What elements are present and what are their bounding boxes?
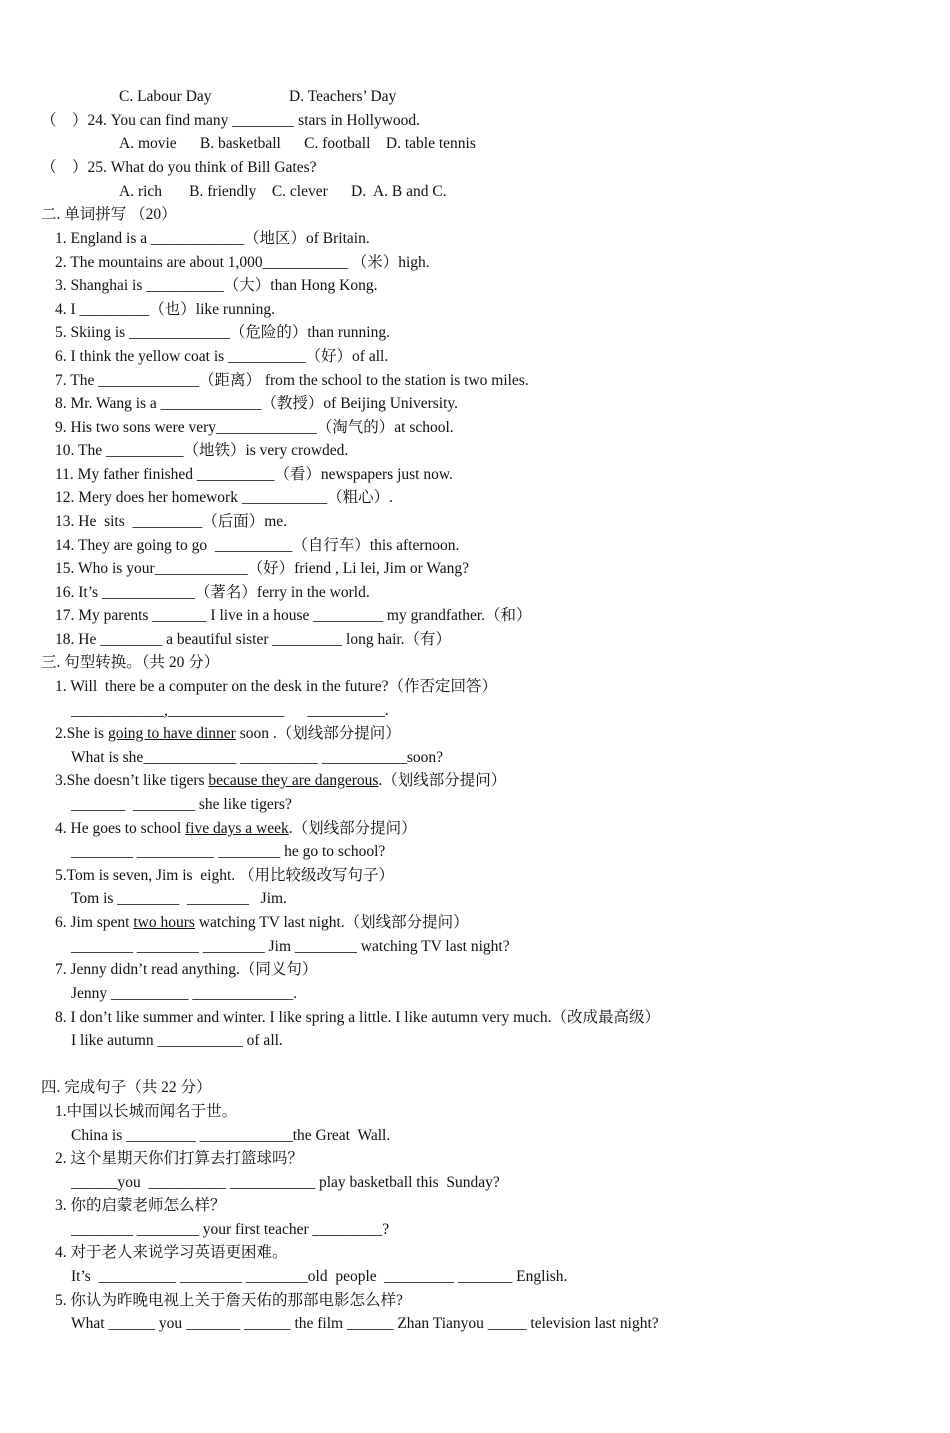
section-4-heading: 四. 完成句子（共 22 分） [41,1079,212,1096]
complete-5: 5. 你认为昨晚电视上关于詹天佑的那部电影怎么样? [55,1292,403,1309]
transform-3: 3.She doesn’t like tigers because they are dangerous.（划线部分提问） [55,772,507,789]
spelling-7: 7. The _____________（距离） from the school to the station is two miles. [55,372,529,389]
spelling-10: 10. The __________（地铁）is very crowded. [55,442,349,459]
spelling-17: 17. My parents _______ I live in a house _________ my grandfather.（和） [55,607,532,624]
spelling-9: 9. His two sons were very_____________（淘气的）at school. [55,419,454,436]
complete-3-answer: ________ ________ your first teacher _________? [71,1221,390,1238]
spelling-11: 11. My father finished __________（看）newspapers just now. [55,466,453,483]
q23-options: C. Labour Day D. Teachers’ Day [119,88,397,105]
q24: （ ）24. You can find many ________ stars in Hollywood. [41,112,421,129]
q24-options: A. movie B. basketball C. football D. table tennis [119,135,476,152]
underlined-phrase: going to have dinner [107,725,236,742]
complete-2-answer: ______you __________ ___________ play basketball this Sunday? [71,1174,500,1191]
spelling-12: 12. Mery does her homework ___________（粗心）. [55,489,393,506]
q25: （ ）25. What do you think of Bill Gates? [41,159,317,176]
transform-1: 1. Will there be a computer on the desk in the future?（作否定回答） [55,678,498,695]
spelling-5: 5. Skiing is _____________（危险的）than running. [55,324,390,341]
spelling-18: 18. He ________ a beautiful sister _________ long hair.（有） [55,631,452,648]
spelling-14: 14. They are going to go __________（自行车）this afternoon. [55,537,460,554]
transform-6: 6. Jim spent two hours watching TV last night.（划线部分提问） [55,914,469,931]
transform-6-answer: ________ ________ ________ Jim ________ watching TV last night? [71,938,510,955]
underlined-phrase: two hours [133,914,195,931]
q25-options: A. rich B. friendly C. clever D. A. B and C. [119,183,447,200]
complete-2: 2. 这个星期天你们打算去打篮球吗？ [55,1150,304,1167]
section-2-heading: 二. 单词拼写 （20） [41,206,177,223]
spelling-1: 1. England is a ____________（地区）of Britain. [55,230,370,247]
underlined-phrase: because they are dangerous [208,772,379,789]
transform-4: 4. He goes to school five days a week.（划线部分提问） [55,820,417,837]
spelling-16: 16. It’s ____________（著名）ferry in the world. [55,584,370,601]
transform-4-answer: ________ __________ ________ he go to school? [71,843,386,860]
transform-5: 5.Tom is seven, Jim is eight. （用比较级改写句子） [55,867,395,884]
transform-3-answer: _______ ________ she like tigers? [71,796,292,813]
transform-2: 2.She is going to have dinner soon .（划线部分提问） [55,725,401,742]
transform-7-answer: Jenny __________ _____________. [71,985,298,1002]
complete-1: 1.中国以长城而闻名于世。 [55,1103,238,1120]
complete-3: 3. 你的启蒙老师怎么样？ [55,1197,226,1214]
spelling-8: 8. Mr. Wang is a _____________（教授）of Beijing University. [55,395,459,412]
transform-1-answer: ____________,_______________ __________. [71,702,389,719]
spelling-2: 2. The mountains are about 1,000___________ （米）high. [55,254,430,271]
transform-7: 7. Jenny didn’t read anything.（同义句） [55,961,318,978]
complete-1-answer: China is _________ ____________the Great Wall. [71,1127,391,1144]
spelling-4: 4. I _________（也）like running. [55,301,275,318]
transform-5-answer: Tom is ________ ________ Jim. [71,890,287,907]
section-3-heading: 三. 句型转换。（共 20 分） [41,654,220,671]
complete-5-answer: What ______ you _______ ______ the film ______ Zhan Tianyou _____ television last night? [71,1315,659,1332]
spelling-3: 3. Shanghai is __________（大）than Hong Kong. [55,277,378,294]
transform-2-answer: What is she____________ __________ ___________soon? [71,749,443,766]
transform-8: 8. I don’t like summer and winter. I like spring a little. I like autumn very much.（改成最高级） [55,1009,660,1026]
transform-8-answer: I like autumn ___________ of all. [71,1032,283,1049]
complete-4-answer: It’s __________ ________ ________old people _________ _______ English. [71,1268,568,1285]
complete-4: 4. 对于老人来说学习英语更困难。 [55,1244,288,1261]
spelling-15: 15. Who is your____________（好）friend , Li lei, Jim or Wang? [55,560,470,577]
spelling-6: 6. I think the yellow coat is __________（好）of all. [55,348,389,365]
spelling-13: 13. He sits _________（后面）me. [55,513,288,530]
underlined-phrase: five days a week [185,820,289,837]
